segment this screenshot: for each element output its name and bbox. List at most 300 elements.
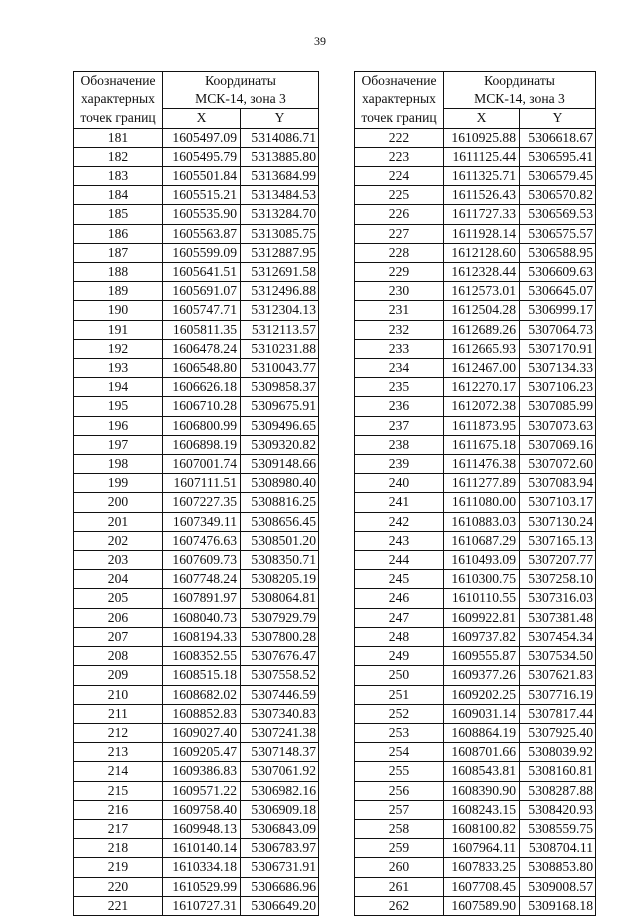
table-row [355,493,596,512]
point-number-cell: 212 [74,723,163,742]
point-number-cell: 218 [74,839,163,858]
x-coordinate-cell: 1605599.09 [163,243,241,262]
point-number-cell: 257 [355,800,444,819]
point-label-header: точек границ [355,109,444,128]
table-row [74,359,319,378]
table-row [355,243,596,262]
table-row [74,263,319,282]
point-number-cell: 231 [355,301,444,320]
y-coordinate-cell: 5307106.23 [520,378,596,397]
y-coordinate-cell: 5306595.41 [520,147,596,166]
point-number-cell: 196 [74,416,163,435]
y-coordinate-cell: 5308350.71 [241,551,319,570]
point-number-cell: 216 [74,800,163,819]
point-label-header: характерных [355,90,444,109]
y-coordinate-cell: 5306618.67 [520,128,596,147]
table-row [74,128,319,147]
table-row [355,570,596,589]
y-coordinate-cell: 5312691.58 [241,263,319,282]
y-coordinate-cell: 5306649.20 [241,896,319,915]
point-number-cell: 259 [355,839,444,858]
x-coordinate-cell: 1612128.60 [444,243,520,262]
table-row [355,627,596,646]
x-coordinate-cell: 1608864.19 [444,723,520,742]
point-label-header: характерных [74,90,163,109]
x-coordinate-cell: 1610300.75 [444,570,520,589]
x-coordinate-cell: 1612573.01 [444,282,520,301]
y-coordinate-cell: 5308501.20 [241,531,319,550]
y-coordinate-cell: 5307061.92 [241,762,319,781]
y-coordinate-cell: 5309148.66 [241,455,319,474]
y-coordinate-cell: 5312887.95 [241,243,319,262]
x-coordinate-cell: 1609948.13 [163,819,241,838]
y-coordinate-cell: 5307165.13 [520,531,596,550]
point-number-cell: 201 [74,512,163,531]
coordinates-header: Координаты [444,72,596,91]
point-number-cell: 189 [74,282,163,301]
point-number-cell: 243 [355,531,444,550]
point-number-cell: 198 [74,455,163,474]
table-row [355,608,596,627]
x-coordinate-cell: 1609922.81 [444,608,520,627]
point-number-cell: 197 [74,435,163,454]
y-coordinate-cell: 5312113.57 [241,320,319,339]
point-number-cell: 252 [355,704,444,723]
table-row [74,224,319,243]
point-number-cell: 236 [355,397,444,416]
x-coordinate-cell: 1606478.24 [163,339,241,358]
table-row [74,186,319,205]
point-number-cell: 225 [355,186,444,205]
point-number-cell: 251 [355,685,444,704]
y-coordinate-cell: 5307258.10 [520,570,596,589]
y-coordinate-cell: 5307800.28 [241,627,319,646]
point-number-cell: 224 [355,167,444,186]
point-number-cell: 185 [74,205,163,224]
table-row [74,493,319,512]
x-coordinate-cell: 1608352.55 [163,647,241,666]
table-row [355,378,596,397]
table-row [74,282,319,301]
table-body [74,128,319,915]
y-header: Y [520,109,596,128]
table-row [355,320,596,339]
table-row [355,666,596,685]
table-row [355,858,596,877]
point-number-cell: 237 [355,416,444,435]
y-coordinate-cell: 5313484.53 [241,186,319,205]
point-number-cell: 184 [74,186,163,205]
x-coordinate-cell: 1612072.38 [444,397,520,416]
y-coordinate-cell: 5309675.91 [241,397,319,416]
point-number-cell: 226 [355,205,444,224]
table-row [355,723,596,742]
point-number-cell: 228 [355,243,444,262]
point-number-cell: 192 [74,339,163,358]
x-coordinate-cell: 1610925.88 [444,128,520,147]
x-coordinate-cell: 1606898.19 [163,435,241,454]
x-coordinate-cell: 1612689.26 [444,320,520,339]
point-number-cell: 214 [74,762,163,781]
x-coordinate-cell: 1605641.51 [163,263,241,282]
point-number-cell: 248 [355,627,444,646]
x-coordinate-cell: 1611675.18 [444,435,520,454]
table-row [74,205,319,224]
table-row [355,205,596,224]
y-coordinate-cell: 5309496.65 [241,416,319,435]
x-coordinate-cell: 1605515.21 [163,186,241,205]
point-number-cell: 222 [355,128,444,147]
y-coordinate-cell: 5309168.18 [520,896,596,915]
y-coordinate-cell: 5307817.44 [520,704,596,723]
x-coordinate-cell: 1611325.71 [444,167,520,186]
x-coordinate-cell: 1608543.81 [444,762,520,781]
point-number-cell: 235 [355,378,444,397]
x-coordinate-cell: 1608100.82 [444,819,520,838]
table-row [355,762,596,781]
y-coordinate-cell: 5306999.17 [520,301,596,320]
x-coordinate-cell: 1611873.95 [444,416,520,435]
x-coordinate-cell: 1605811.35 [163,320,241,339]
table-row [355,147,596,166]
table-row [355,647,596,666]
x-coordinate-cell: 1605501.84 [163,167,241,186]
table-row [74,455,319,474]
point-number-cell: 220 [74,877,163,896]
coordinate-system-header: МСК-14, зона 3 [444,90,596,109]
x-header: X [444,109,520,128]
x-coordinate-cell: 1605691.07 [163,282,241,301]
y-coordinate-cell: 5307716.19 [520,685,596,704]
table-row [355,435,596,454]
table-row [74,781,319,800]
y-coordinate-cell: 5307241.38 [241,723,319,742]
point-number-cell: 239 [355,455,444,474]
y-coordinate-cell: 5306909.18 [241,800,319,819]
y-coordinate-cell: 5306982.16 [241,781,319,800]
coordinate-system-header: МСК-14, зона 3 [163,90,319,109]
x-coordinate-cell: 1607001.74 [163,455,241,474]
point-number-cell: 190 [74,301,163,320]
table-row [74,339,319,358]
x-coordinate-cell: 1610727.31 [163,896,241,915]
table-row [74,627,319,646]
point-number-cell: 244 [355,551,444,570]
y-coordinate-cell: 5307207.77 [520,551,596,570]
y-coordinate-cell: 5313885.80 [241,147,319,166]
x-coordinate-cell: 1611476.38 [444,455,520,474]
y-coordinate-cell: 5307130.24 [520,512,596,531]
y-coordinate-cell: 5312496.88 [241,282,319,301]
table-row [355,416,596,435]
y-coordinate-cell: 5308287.88 [520,781,596,800]
x-coordinate-cell: 1609205.47 [163,743,241,762]
x-coordinate-cell: 1609555.87 [444,647,520,666]
point-number-cell: 211 [74,704,163,723]
table-row [355,167,596,186]
table-row [355,589,596,608]
x-coordinate-cell: 1608701.66 [444,743,520,762]
point-number-cell: 247 [355,608,444,627]
y-coordinate-cell: 5307676.47 [241,647,319,666]
x-coordinate-cell: 1608682.02 [163,685,241,704]
y-coordinate-cell: 5306783.97 [241,839,319,858]
point-number-cell: 219 [74,858,163,877]
table-row [355,819,596,838]
table-row [355,455,596,474]
table-row [355,339,596,358]
point-number-cell: 199 [74,474,163,493]
table-row [74,762,319,781]
y-coordinate-cell: 5308816.25 [241,493,319,512]
y-coordinate-cell: 5308853.80 [520,858,596,877]
x-coordinate-cell: 1607964.11 [444,839,520,858]
y-coordinate-cell: 5307534.50 [520,647,596,666]
table-row [74,647,319,666]
y-coordinate-cell: 5308704.11 [520,839,596,858]
point-number-cell: 209 [74,666,163,685]
point-number-cell: 208 [74,647,163,666]
point-number-cell: 260 [355,858,444,877]
x-coordinate-cell: 1608390.90 [444,781,520,800]
point-number-cell: 204 [74,570,163,589]
y-coordinate-cell: 5306569.53 [520,205,596,224]
y-coordinate-cell: 5307929.79 [241,608,319,627]
point-number-cell: 250 [355,666,444,685]
x-coordinate-cell: 1607476.63 [163,531,241,550]
table-row [355,474,596,493]
y-coordinate-cell: 5307148.37 [241,743,319,762]
point-number-cell: 233 [355,339,444,358]
table-body [355,128,596,915]
coordinates-table-right [354,71,596,916]
x-coordinate-cell: 1611277.89 [444,474,520,493]
x-coordinate-cell: 1607609.73 [163,551,241,570]
y-coordinate-cell: 5307446.59 [241,685,319,704]
table-row [74,551,319,570]
point-number-cell: 255 [355,762,444,781]
point-number-cell: 262 [355,896,444,915]
point-number-cell: 232 [355,320,444,339]
point-number-cell: 183 [74,167,163,186]
table-row [355,224,596,243]
point-number-cell: 213 [74,743,163,762]
point-number-cell: 203 [74,551,163,570]
y-coordinate-cell: 5307072.60 [520,455,596,474]
y-coordinate-cell: 5307170.91 [520,339,596,358]
table-row [74,589,319,608]
x-coordinate-cell: 1605747.71 [163,301,241,320]
table-row [74,512,319,531]
x-coordinate-cell: 1611526.43 [444,186,520,205]
point-number-cell: 261 [355,877,444,896]
y-coordinate-cell: 5306570.82 [520,186,596,205]
point-number-cell: 193 [74,359,163,378]
point-number-cell: 181 [74,128,163,147]
table-row [355,551,596,570]
point-number-cell: 186 [74,224,163,243]
x-coordinate-cell: 1605497.09 [163,128,241,147]
x-coordinate-cell: 1608040.73 [163,608,241,627]
table-row [74,723,319,742]
table-row [355,301,596,320]
y-coordinate-cell: 5306575.57 [520,224,596,243]
y-coordinate-cell: 5309008.57 [520,877,596,896]
y-coordinate-cell: 5308656.45 [241,512,319,531]
y-coordinate-cell: 5313684.99 [241,167,319,186]
table-row [355,839,596,858]
point-label-header: точек границ [74,109,163,128]
table-row [74,243,319,262]
x-coordinate-cell: 1610493.09 [444,551,520,570]
x-coordinate-cell: 1607349.11 [163,512,241,531]
y-coordinate-cell: 5309320.82 [241,435,319,454]
table-row [74,570,319,589]
x-coordinate-cell: 1605563.87 [163,224,241,243]
x-coordinate-cell: 1606626.18 [163,378,241,397]
point-number-cell: 253 [355,723,444,742]
table-row [355,877,596,896]
x-coordinate-cell: 1609758.40 [163,800,241,819]
x-coordinate-cell: 1609571.22 [163,781,241,800]
y-coordinate-cell: 5307558.52 [241,666,319,685]
point-number-cell: 206 [74,608,163,627]
x-coordinate-cell: 1609027.40 [163,723,241,742]
x-coordinate-cell: 1610140.14 [163,839,241,858]
x-coordinate-cell: 1605535.90 [163,205,241,224]
x-coordinate-cell: 1607891.97 [163,589,241,608]
y-coordinate-cell: 5306609.63 [520,263,596,282]
point-number-cell: 202 [74,531,163,550]
y-coordinate-cell: 5307925.40 [520,723,596,742]
y-coordinate-cell: 5307073.63 [520,416,596,435]
table-row [355,512,596,531]
table-row [355,685,596,704]
point-number-cell: 234 [355,359,444,378]
table-row [74,800,319,819]
y-coordinate-cell: 5307103.17 [520,493,596,512]
y-coordinate-cell: 5306645.07 [520,282,596,301]
table-row [74,743,319,762]
y-coordinate-cell: 5314086.71 [241,128,319,147]
table-row [74,819,319,838]
x-coordinate-cell: 1612328.44 [444,263,520,282]
table-row [74,685,319,704]
table-row [74,704,319,723]
point-number-cell: 230 [355,282,444,301]
x-coordinate-cell: 1606800.99 [163,416,241,435]
y-coordinate-cell: 5307316.03 [520,589,596,608]
y-coordinate-cell: 5313085.75 [241,224,319,243]
table-row [355,800,596,819]
point-number-cell: 217 [74,819,163,838]
table-row [355,896,596,915]
point-number-cell: 195 [74,397,163,416]
y-coordinate-cell: 5313284.70 [241,205,319,224]
y-header: Y [241,109,319,128]
point-number-cell: 200 [74,493,163,512]
point-number-cell: 182 [74,147,163,166]
y-coordinate-cell: 5306731.91 [241,858,319,877]
table-row [355,397,596,416]
table-row [74,608,319,627]
y-coordinate-cell: 5309858.37 [241,378,319,397]
point-number-cell: 229 [355,263,444,282]
point-number-cell: 210 [74,685,163,704]
table-row [74,147,319,166]
table-row [74,839,319,858]
table-row [74,877,319,896]
point-number-cell: 215 [74,781,163,800]
x-coordinate-cell: 1607748.24 [163,570,241,589]
table-row [355,186,596,205]
x-coordinate-cell: 1605495.79 [163,147,241,166]
x-coordinate-cell: 1609386.83 [163,762,241,781]
x-coordinate-cell: 1608852.83 [163,704,241,723]
table-row [74,167,319,186]
y-coordinate-cell: 5307134.33 [520,359,596,378]
x-coordinate-cell: 1610110.55 [444,589,520,608]
x-coordinate-cell: 1608243.15 [444,800,520,819]
y-coordinate-cell: 5308039.92 [520,743,596,762]
table-row [355,263,596,282]
y-coordinate-cell: 5308205.19 [241,570,319,589]
point-number-cell: 238 [355,435,444,454]
point-label-header: Обозначение [355,72,444,91]
point-number-cell: 221 [74,896,163,915]
table-row [74,378,319,397]
coordinates-table-left [73,71,319,916]
y-coordinate-cell: 5308160.81 [520,762,596,781]
y-coordinate-cell: 5308420.93 [520,800,596,819]
y-coordinate-cell: 5306588.95 [520,243,596,262]
x-coordinate-cell: 1606548.80 [163,359,241,378]
point-number-cell: 223 [355,147,444,166]
table-row [74,858,319,877]
x-coordinate-cell: 1609377.26 [444,666,520,685]
y-coordinate-cell: 5307083.94 [520,474,596,493]
y-coordinate-cell: 5306843.09 [241,819,319,838]
y-coordinate-cell: 5308980.40 [241,474,319,493]
table-row [74,416,319,435]
y-coordinate-cell: 5307064.73 [520,320,596,339]
x-coordinate-cell: 1607708.45 [444,877,520,896]
page-number: 39 [314,34,326,48]
point-number-cell: 188 [74,263,163,282]
y-coordinate-cell: 5306686.96 [241,877,319,896]
x-coordinate-cell: 1612467.00 [444,359,520,378]
x-coordinate-cell: 1606710.28 [163,397,241,416]
table-row [355,704,596,723]
y-coordinate-cell: 5307340.83 [241,704,319,723]
x-coordinate-cell: 1611928.14 [444,224,520,243]
x-header: X [163,109,241,128]
x-coordinate-cell: 1609031.14 [444,704,520,723]
point-number-cell: 194 [74,378,163,397]
table-row [355,359,596,378]
table-row [74,896,319,915]
y-coordinate-cell: 5312304.13 [241,301,319,320]
y-coordinate-cell: 5310231.88 [241,339,319,358]
table-row [74,666,319,685]
point-number-cell: 245 [355,570,444,589]
x-coordinate-cell: 1612270.17 [444,378,520,397]
table-row [74,435,319,454]
point-number-cell: 249 [355,647,444,666]
y-coordinate-cell: 5307621.83 [520,666,596,685]
x-coordinate-cell: 1610334.18 [163,858,241,877]
point-number-cell: 246 [355,589,444,608]
